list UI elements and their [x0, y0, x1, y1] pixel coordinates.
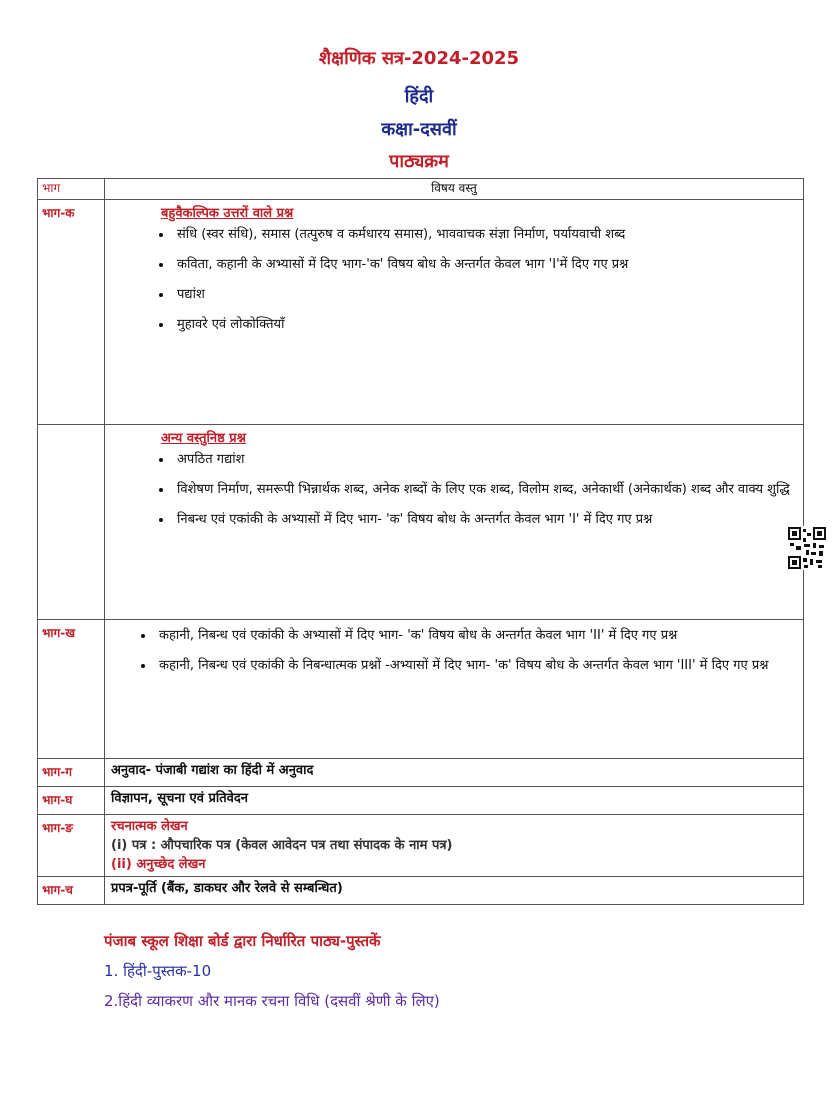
table-row: [38, 200, 804, 425]
syllabus-title: पाठ्यक्रम: [389, 151, 449, 172]
bullet-list: [115, 225, 795, 334]
section-subheading: अन्य वस्तुनिष्ठ प्रश्न: [161, 431, 246, 446]
list-item: • विशेषण निर्माण, समरूपी भिन्नार्थक शब्द, अनेक शब्दों के लिए एक शब्द, विलोम शब्द, अनेकार्थी (अनेकार्थक) शब्द और वाक्य शुद्धि: [173, 480, 795, 499]
section-label-kha: भाग-ख: [38, 620, 105, 759]
list-item: • कहानी, निबन्ध एवं एकांकी के अभ्यासों में दिए भाग- 'क' विषय बोध के अन्तर्गत केवल भाग 'II' में दिए गए प्रश्न: [155, 626, 795, 645]
list-item: • मुहावरे एवं लोकोक्तियाँ: [173, 315, 795, 334]
class-title: कक्षा-दसवीं: [381, 119, 457, 140]
table-row: [38, 425, 804, 620]
section-content-ga: अनुवाद- पंजाबी गद्यांश का हिंदी में अनुवाद: [105, 759, 804, 787]
table-header-row: [38, 179, 804, 200]
section-content-ka-1: [105, 200, 804, 425]
textbook-item: 1. हिंदी-पुस्तक-10: [104, 962, 212, 980]
subject-title: हिंदी: [404, 86, 434, 107]
column-header-content: विषय वस्तु: [105, 179, 804, 200]
table-row: [38, 787, 804, 815]
textbooks-section: [104, 926, 440, 1016]
list-item: (i) पत्र : औपचारिक पत्र (केवल आवेदन पत्र तथा संपादक के नाम पत्र): [111, 838, 453, 853]
list-item: • संधि (स्वर संधि), समास (तत्पुरुष व कर्मधारय समास), भाववाचक संज्ञा निर्माण, पर्यायवाची शब्द: [173, 225, 795, 244]
section-label-nga: भाग-ङ: [38, 815, 105, 877]
list-item: • कहानी, निबन्ध एवं एकांकी के निबन्धात्मक प्रश्नों -अभ्यासों में दिए भाग- 'क' विषय बोध के अन्तर्गत केवल भाग 'III' में दिए गए प्रश्न: [155, 656, 795, 675]
list-item: • पद्यांश: [173, 285, 795, 304]
textbooks-heading: पंजाब स्कूल शिक्षा बोर्ड द्वारा निर्धारित पाठ्य-पुस्तकें: [104, 932, 381, 950]
list-item: • निबन्ध एवं एकांकी के अभ्यासों में दिए भाग- 'क' विषय बोध के अन्तर्गत केवल भाग 'I' में दिए गए प्रश्न: [173, 510, 795, 529]
section-label-cha: भाग-च: [38, 877, 105, 905]
column-header-part: भाग: [38, 179, 105, 200]
section-content-cha: प्रपत्र-पूर्ति (बैंक, डाकघर और रेलवे से सम्बन्धित): [105, 877, 804, 905]
section-content-gha: विज्ञापन, सूचना एवं प्रतिवेदन: [105, 787, 804, 815]
textbook-item: 2.हिंदी व्याकरण और मानक रचना विधि (दसवीं श्रेणी के लिए): [104, 992, 440, 1010]
list-item: (ii) अनुच्छेद लेखन: [111, 857, 206, 872]
section-content-ka-2: [105, 425, 804, 620]
syllabus-table: [37, 178, 804, 905]
section-subheading: रचनात्मक लेखन: [111, 819, 188, 834]
section-label-gha: भाग-घ: [38, 787, 105, 815]
section-content-kha: [105, 620, 804, 759]
qr-code-icon: [788, 526, 826, 570]
section-label-ka-cont: [38, 425, 105, 620]
list-item: • कविता, कहानी के अभ्यासों में दिए भाग-'क' विषय बोध के अन्तर्गत केवल भाग 'I'में दिए गए प्रश्न: [173, 255, 795, 274]
table-row: [38, 620, 804, 759]
section-label-ga: भाग-ग: [38, 759, 105, 787]
table-row: [38, 877, 804, 905]
table-row: [38, 815, 804, 877]
bullet-list: [115, 450, 795, 529]
table-row: [38, 759, 804, 787]
bullet-list: [115, 626, 795, 675]
session-title: शैक्षणिक सत्र-2024-2025: [318, 48, 520, 69]
section-subheading: बहुवैकल्पिक उत्तरों वाले प्रश्न: [161, 206, 294, 221]
section-content-nga: [105, 815, 804, 877]
list-item: • अपठित गद्यांश: [173, 450, 795, 469]
section-label-ka: भाग-क: [38, 200, 105, 425]
